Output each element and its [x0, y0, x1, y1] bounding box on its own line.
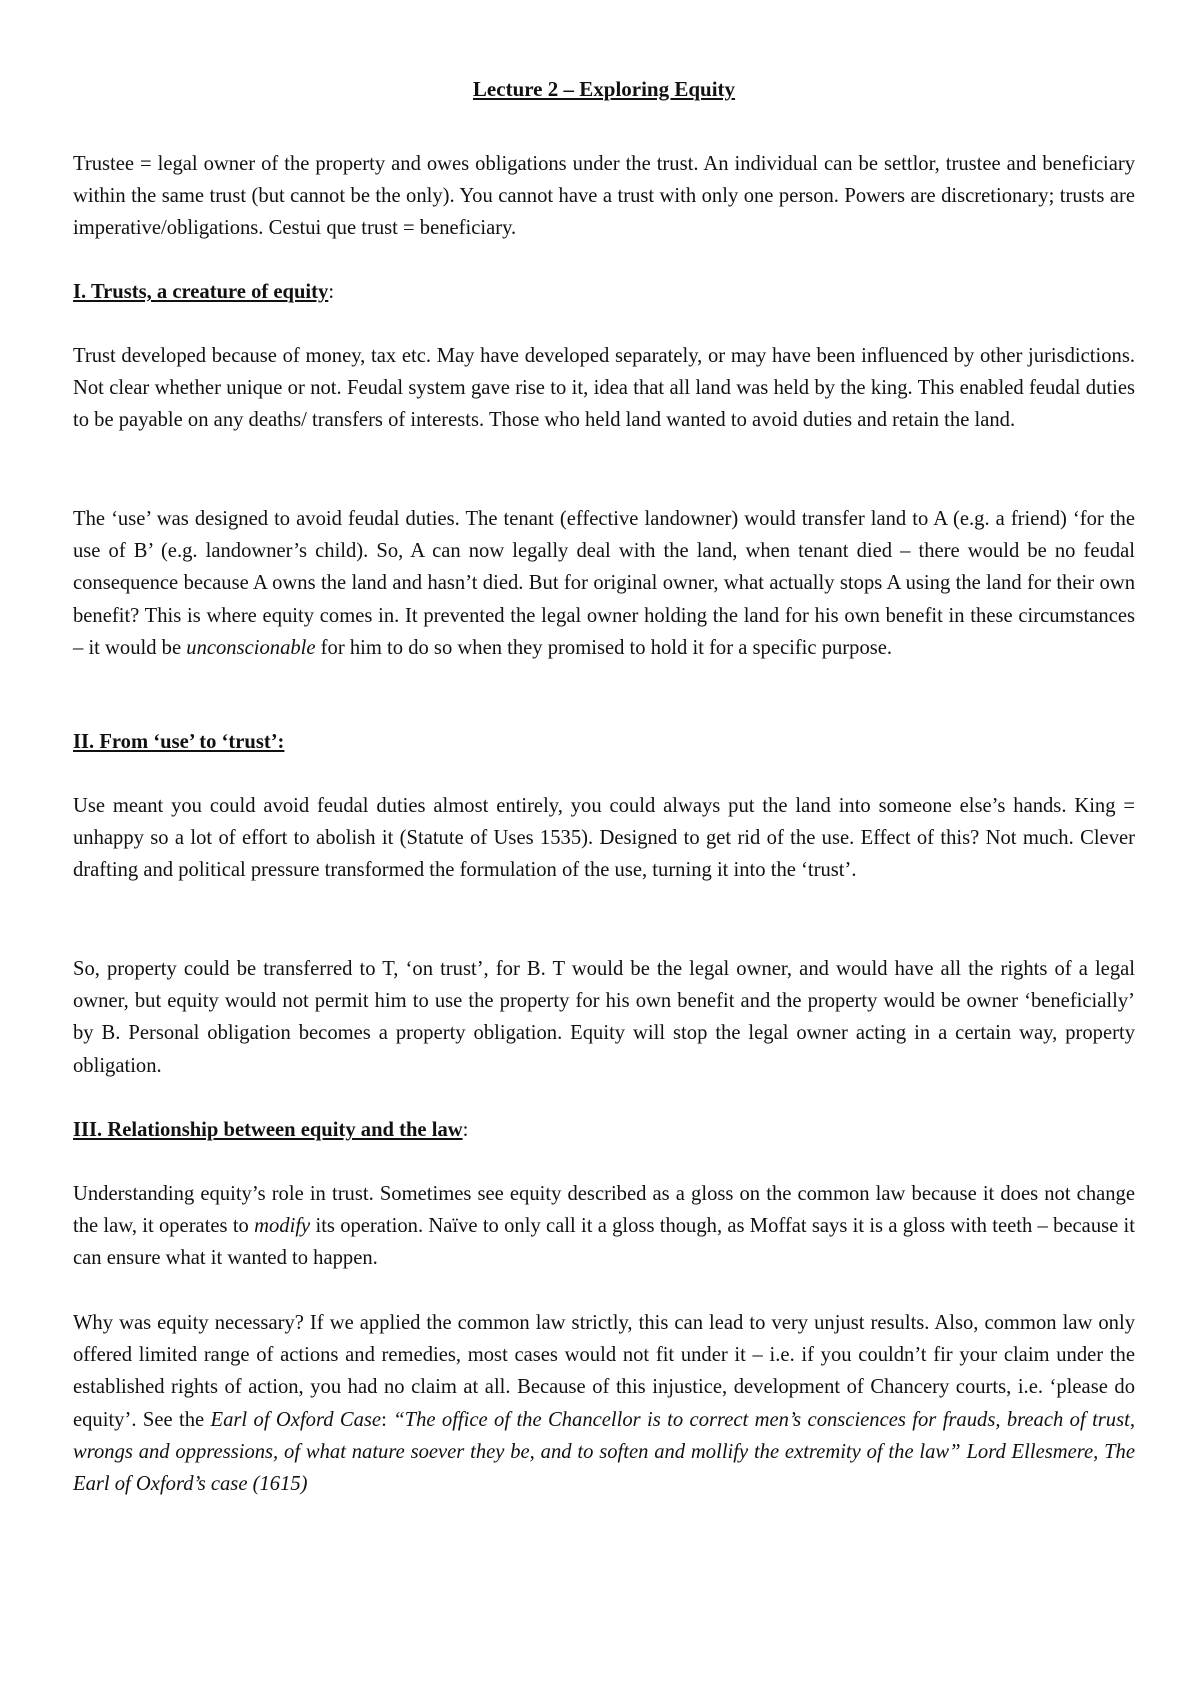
section-3-paragraph-1	[73, 1178, 1135, 1275]
section-1-paragraph-2-text-b: for him to do so when they promised to hold it for a specific purpose.	[315, 636, 893, 659]
section-1-heading-text: I. Trusts, a creature of equity	[73, 281, 329, 303]
case-colon: :	[381, 1408, 394, 1431]
section-3-paragraph-1-italic: modify	[254, 1215, 311, 1238]
section-3-heading-text: III. Relationship between equity and the law	[73, 1119, 463, 1141]
section-3-paragraph-2-text-a: Why was equity necessary? If we applied the common law strictly, this can lead to very unjust results. Also, common law only offered limited range of actions and remedies, most cases would not fit under it – i.e. if you couldn’t fir your claim under the established rights of action, you had no claim at all. Because of this injustice, development of Chancery courts, i.e. ‘please do equity’. See the	[73, 1312, 1135, 1431]
section-1-heading	[73, 276, 1135, 308]
section-3-paragraph-1-text-a: Understanding equity’s role in trust. Sometimes see equity described as a gloss on the common law because it does not change the law, it operates to	[73, 1183, 1135, 1238]
document-title: Lecture 2 – Exploring Equity	[472, 77, 736, 101]
section-2-heading-text: II. From ‘use’ to ‘trust’:	[73, 731, 285, 753]
section-2-heading	[73, 726, 1135, 758]
section-1-paragraph-2	[73, 503, 1135, 664]
section-3-heading-suffix: :	[462, 1119, 469, 1141]
section-3-heading	[73, 1114, 1135, 1146]
section-1-paragraph-2-italic: unconscionable	[186, 636, 316, 659]
section-2-paragraph-1: Use meant you could avoid feudal duties almost entirely, you could always put the land into someone else’s hands. King = unhappy so a lot of effort to abolish it (Statute of Uses 1535). Designed to get rid of the use. Effect of this? Not much. Clever drafting and political pressure transformed the formulation of the use, turning it into the ‘trust’.	[73, 795, 1135, 882]
section-3-paragraph-1-text-b: its operation. Naïve to only call it a gloss though, as Moffat says it is a gloss with teeth – because it can ensure what it wanted to happen.	[73, 1215, 1135, 1270]
intro-paragraph: Trustee = legal owner of the property and owes obligations under the trust. An individual can be settlor, trustee and beneficiary within the same trust (but cannot be the only). You cannot have a trust with only one person. Powers are discretionary; trusts are imperative/obligations. Cestui que trust = beneficiary.	[73, 153, 1135, 240]
section-1-paragraph-2-text-a: The ‘use’ was designed to avoid feudal duties. The tenant (effective landowner) would transfer land to A (e.g. a friend) ‘for the use of B’ (e.g. landowner’s child). So, A can now legally deal with the land, when tenant died – there would be no feudal consequence because A owns the land and hasn’t died. But for original owner, what actually stops A using the land for their own benefit? This is where equity comes in. It prevented the legal owner holding the land for his own benefit in these circumstances – it would be	[73, 508, 1135, 659]
case-name: Earl of Oxford Case	[210, 1408, 382, 1431]
section-1-paragraph-1: Trust developed because of money, tax etc. May have developed separately, or may have been influenced by other jurisdictions. Not clear whether unique or not. Feudal system gave rise to it, idea that all land was held by the king. This enabled feudal duties to be payable on any deaths/ transfers of interests. Those who held land wanted to avoid duties and retain the land.	[73, 345, 1135, 432]
section-3-paragraph-2	[73, 1307, 1135, 1500]
section-2-paragraph-2: So, property could be transferred to T, ‘on trust’, for B. T would be the legal owner, and would have all the rights of a legal owner, but equity would not permit him to use the property for his own benefit and the property would be owner ‘beneficially’ by B. Personal obligation becomes a property obligation. Equity will stop the legal owner acting in a certain way, property obligation.	[73, 958, 1135, 1077]
case-quote: “The office of the Chancellor is to correct men’s consciences for frauds, breach of trust, wrongs and oppressions, of what nature soever they be, and to soften and mollify the extremity of the law” Lord Ellesmere, The Earl of Oxford’s case (1615)	[73, 1408, 1135, 1496]
section-1-heading-suffix: :	[328, 281, 335, 303]
